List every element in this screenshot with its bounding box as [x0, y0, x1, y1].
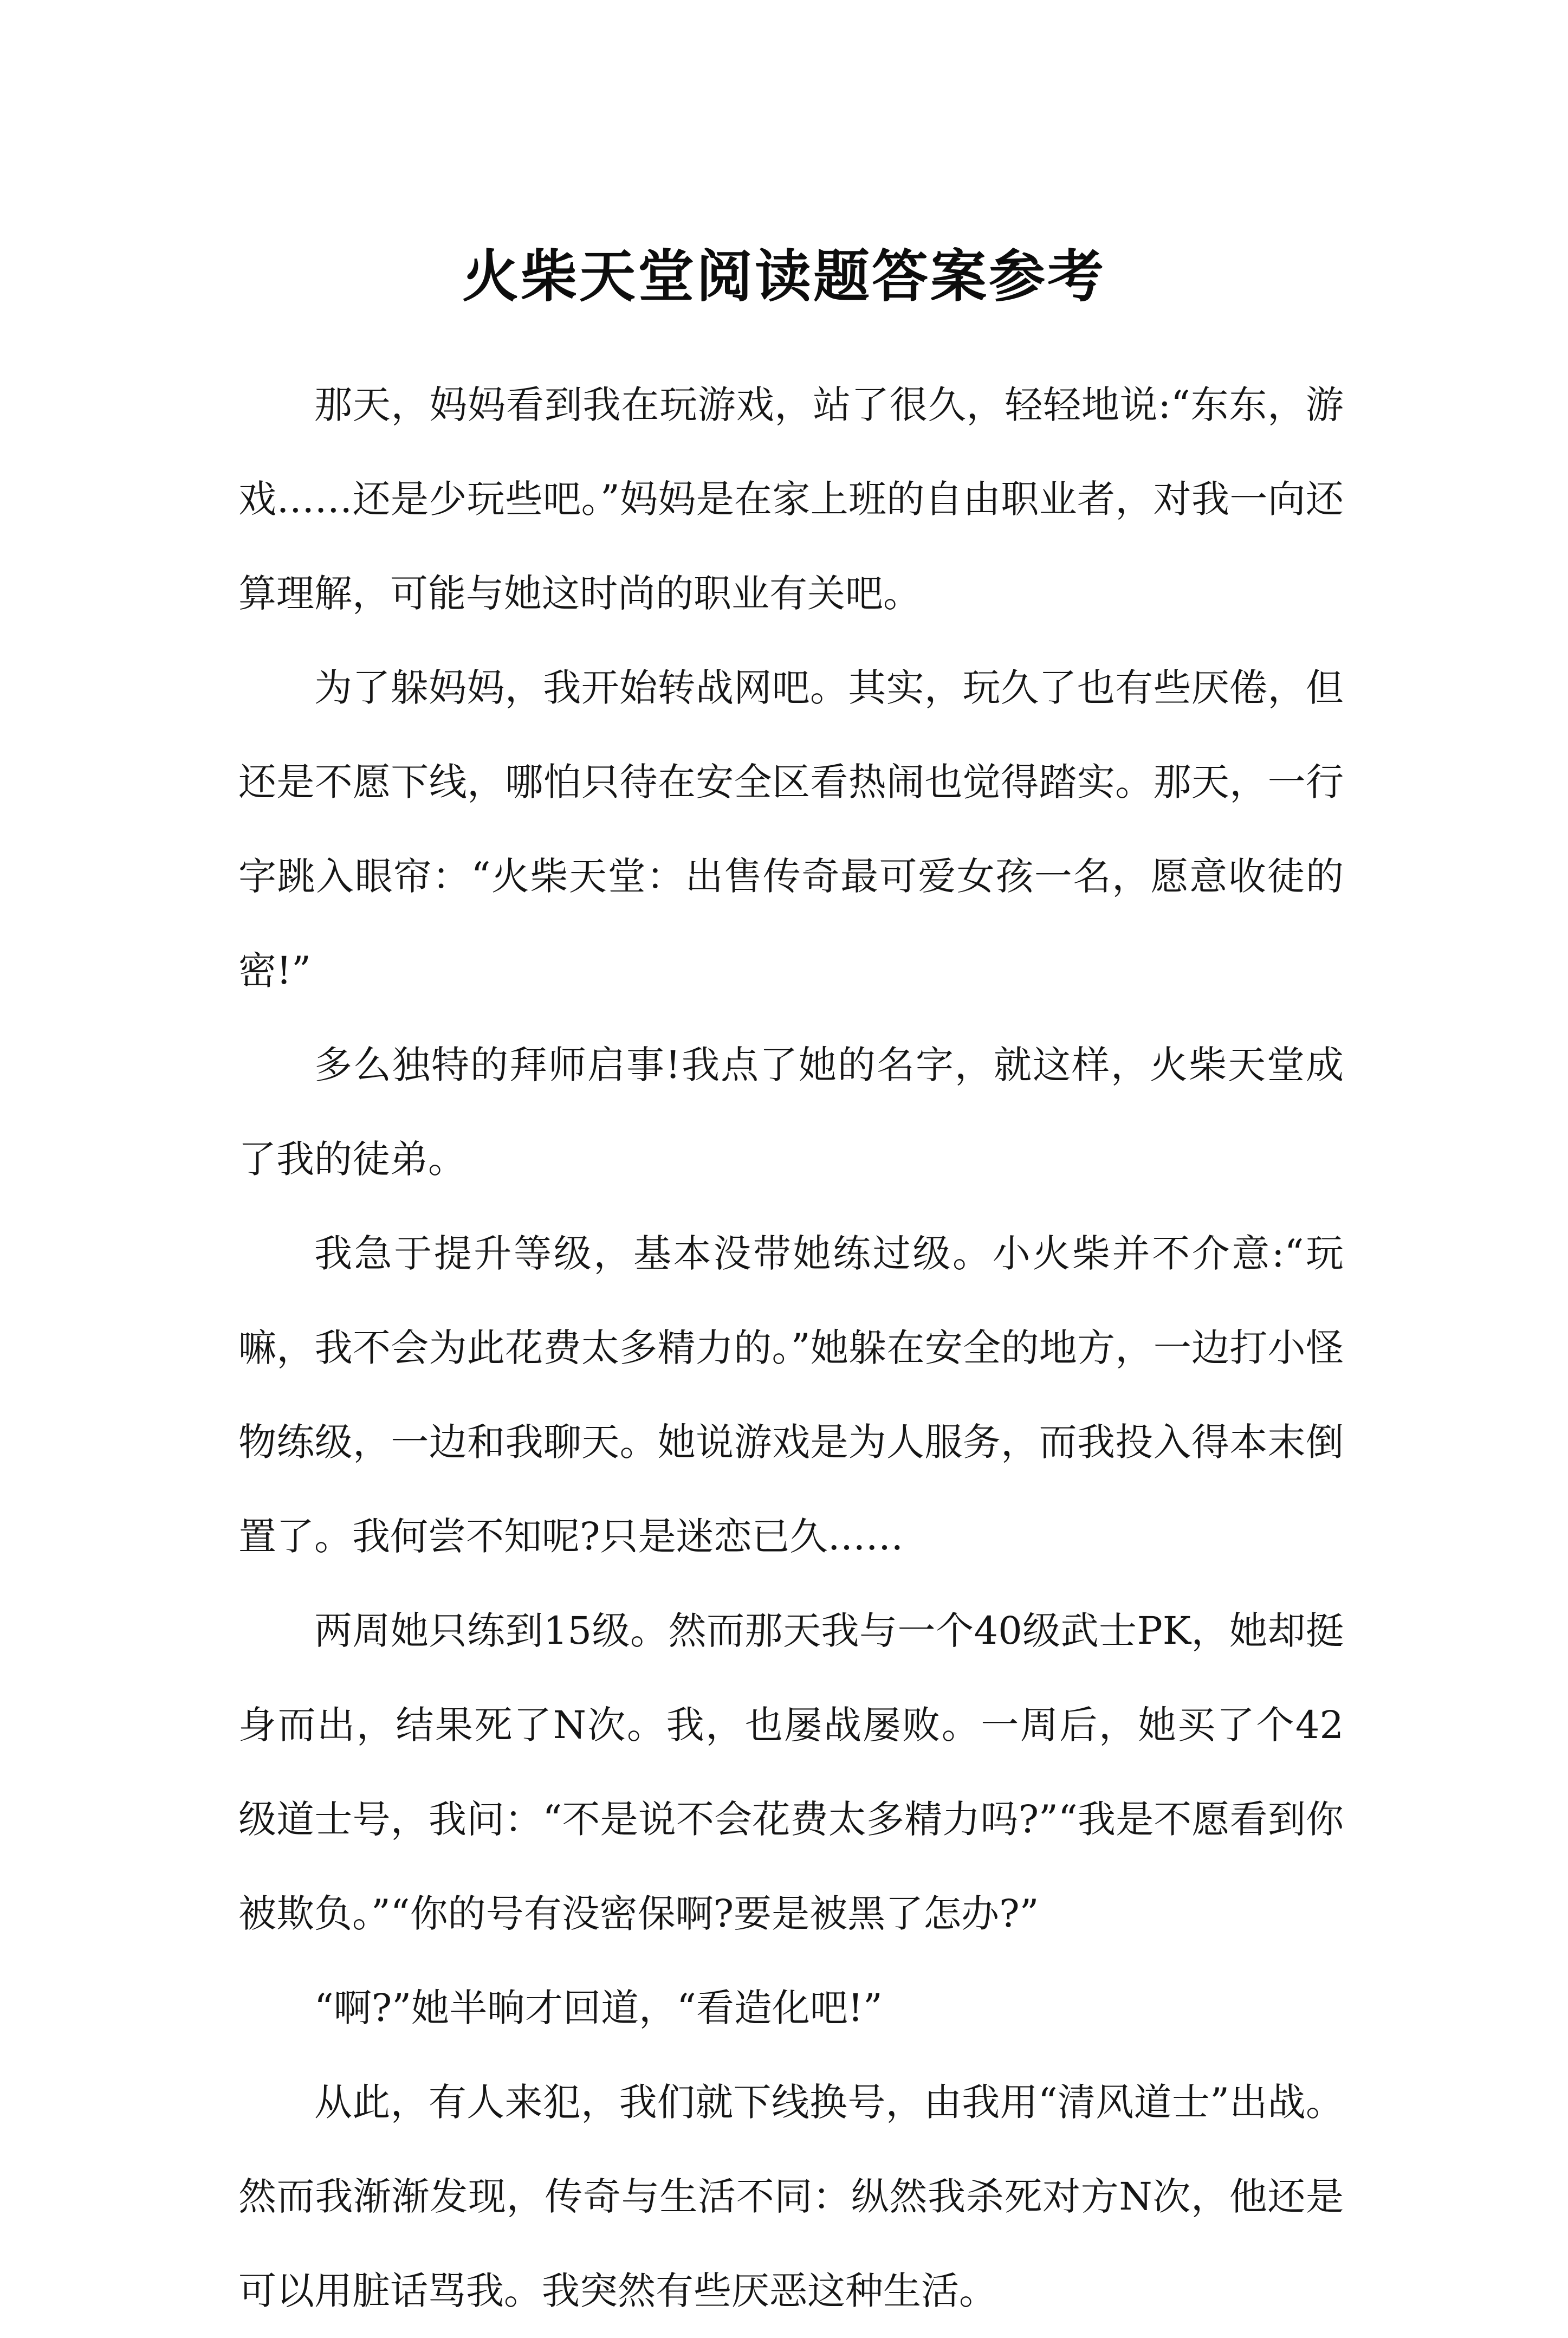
- document-title: 火柴天堂阅读题答案参考: [462, 242, 1106, 309]
- paragraph-1: 那天，妈妈看到我在玩游戏，站了很久，轻轻地说:“东东，游戏……还是少玩些吧。”妈妈是在家上班的自由职业者，对我一向还算理解，可能与她这时尚的职业有关吧。: [238, 383, 1344, 616]
- document-body: [238, 358, 1344, 2338]
- paragraph-7: 从此，有人来犯，我们就下线换号，由我用“清风道士”出战。然而我渐渐发现，传奇与生活不同：纵然我杀死对方N次，他还是可以用脏话骂我。我突然有些厌恶这种生活。: [238, 2080, 1344, 2313]
- paragraph-4: 我急于提升等级，基本没带她练过级。小火柴并不介意:“玩嘛，我不会为此花费太多精力的。”她躲在安全的地方，一边打小怪物练级，一边和我聊天。她说游戏是为人服务，而我投入得本末倒置了。我何尝不知呢?只是迷恋已久……: [238, 1231, 1344, 1559]
- paragraph-3: 多么独特的拜师启事!我点了她的名字，就这样，火柴天堂成了我的徒弟。: [238, 1043, 1344, 1181]
- paragraph-5: 两周她只练到15级。然而那天我与一个40级武士PK，她却挺身而出，结果死了N次。我，也屡战屡败。一周后，她买了个42级道士号，我问：“不是说不会花费太多精力吗?”“我是不愿看到你被欺负。”“你的号有没密保啊?要是被黑了怎办?”: [238, 1609, 1344, 1936]
- paragraph-2: 为了躲妈妈，我开始转战网吧。其实，玩久了也有些厌倦，但还是不愿下线，哪怕只待在安全区看热闹也觉得踏实。那天，一行字跳入眼帘：“火柴天堂：出售传奇最可爱女孩一名，愿意收徒的密!”: [238, 666, 1344, 993]
- paragraph-6: “啊?”她半晌才回道，“看造化吧!”: [314, 1986, 883, 2030]
